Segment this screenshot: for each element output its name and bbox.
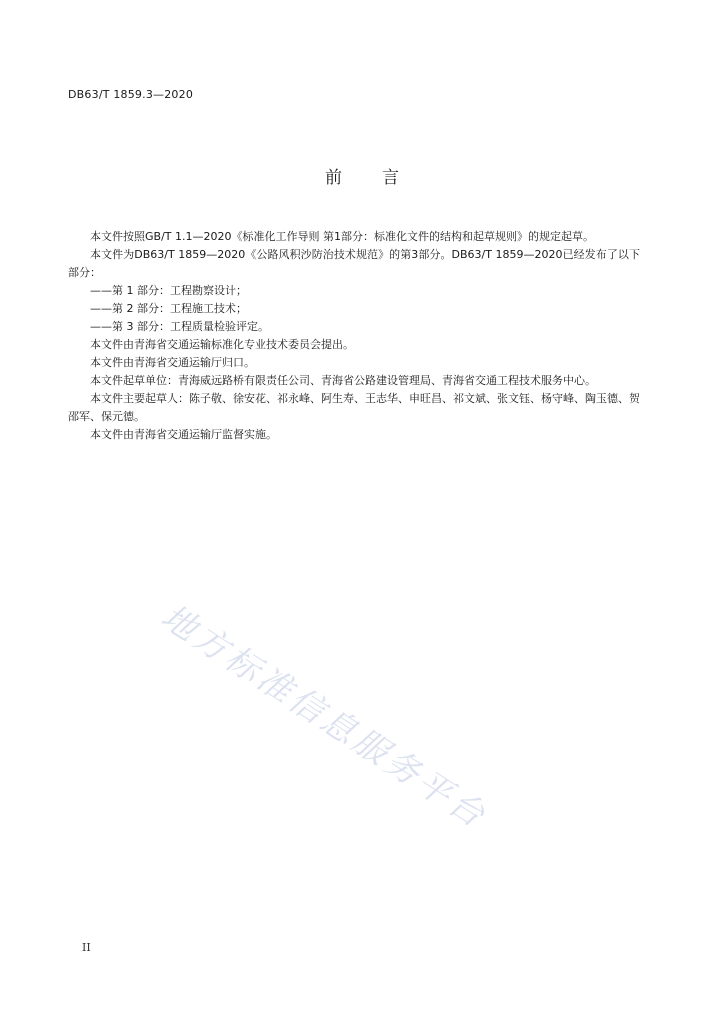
paragraph-centralized-by: 本文件由青海省交通运输厅归口。: [90, 356, 255, 369]
list-item-part3: ——第 3 部分：工程质量检验评定。: [90, 320, 269, 333]
list-item-part2: ——第 2 部分：工程施工技术；: [90, 302, 247, 315]
page-number: II: [82, 941, 91, 954]
paragraph-proposed-by: 本文件由青海省交通运输标准化专业技术委员会提出。: [90, 338, 354, 351]
watermark: 地方标准信息服务平台: [153, 596, 495, 838]
paragraph-parts-intro: 本文件为DB63/T 1859—2020《公路风积沙防治技术规范》的第3部分。DB63/T 1859—2020已经发布了以下部分：: [68, 248, 640, 279]
title-char-1: 前: [325, 168, 342, 188]
paragraph-drafting-rules: 本文件按照GB/T 1.1—2020《标准化工作导则 第1部分：标准化文件的结构和起草规则》的规定起草。: [90, 230, 594, 243]
list-item-part1: ——第 1 部分：工程勘察设计；: [90, 284, 247, 297]
paragraph-supervision: 本文件由青海省交通运输厅监督实施。: [90, 428, 277, 441]
standard-code: DB63/T 1859.3—2020: [68, 88, 194, 101]
paragraph-drafting-units: 本文件起草单位：青海威远路桥有限责任公司、青海省公路建设管理局、青海省交通工程技术服务中心。: [90, 374, 596, 387]
title-char-2: 言: [382, 168, 399, 188]
foreword-body: [68, 228, 640, 444]
paragraph-drafters: 本文件主要起草人：陈子敬、徐安花、祁永峰、阿生寿、王志华、申旺昌、祁文斌、张文钰、杨守峰、陶玉德、贺邵军、保元德。: [68, 392, 640, 423]
page-title: [0, 163, 724, 188]
